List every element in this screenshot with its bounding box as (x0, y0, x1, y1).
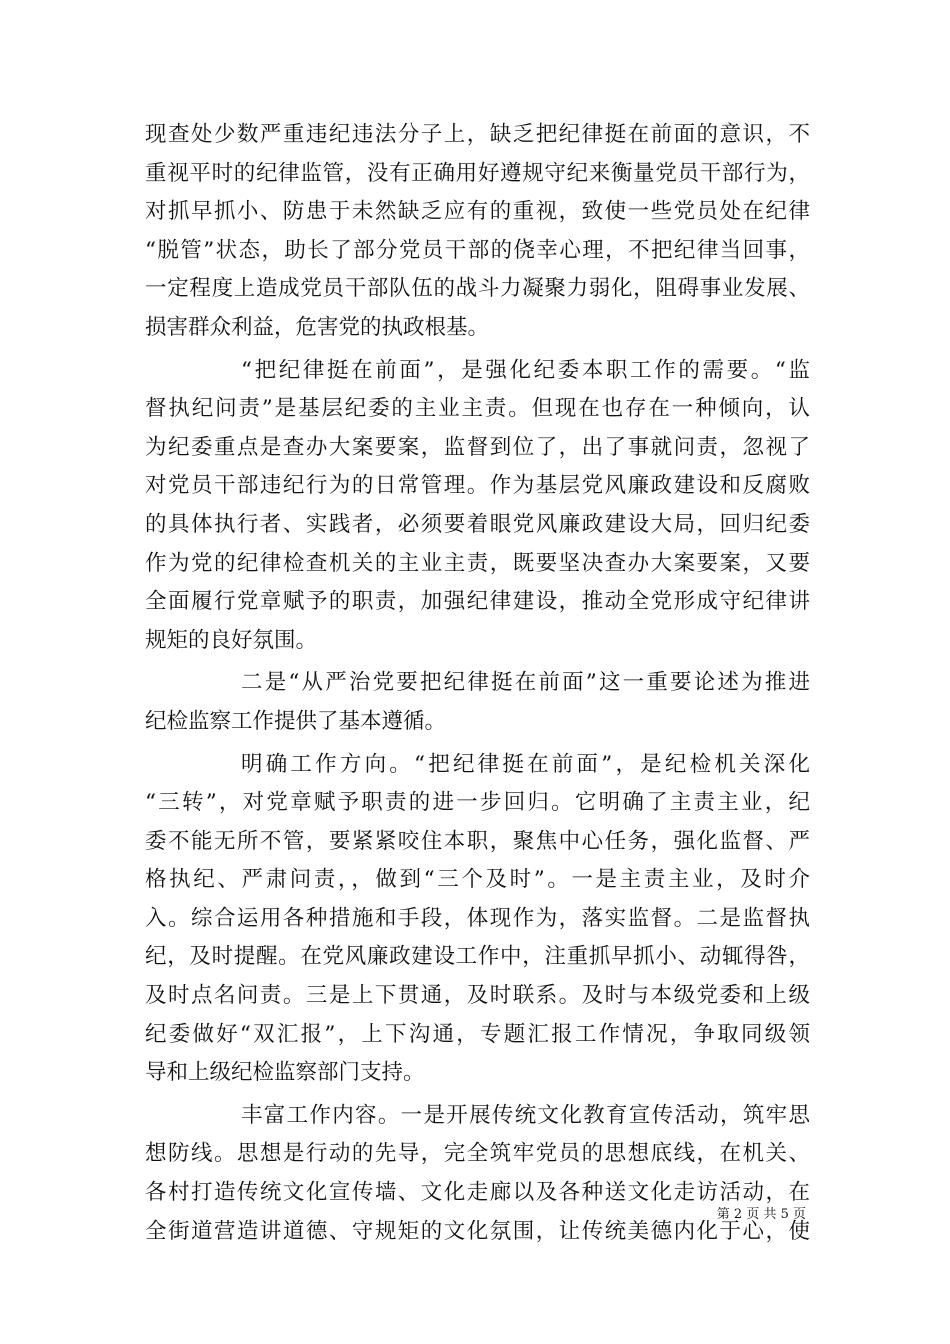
text-line: 二是“从严治党要把纪律挺在前面”这一重要论述为推进 (241, 670, 810, 696)
text-line: 纪，及时提醒。在党风廉政建设工作中，注重抓早抓小、动辄得咎， (145, 944, 810, 970)
text-line: 为纪委重点是查办大案要案，监督到位了，出了事就问责，忽视了 (145, 434, 810, 460)
text-line: 督执纪问责”是基层纪委的主业主责。但现在也存在一种倾向，认 (145, 396, 810, 422)
text-line: 现查处少数严重违纪违法分子上，缺乏把纪律挺在前面的意识，不 (145, 122, 810, 147)
text-line: 作为党的纪律检查机关的主业主责，既要坚决查办大案要案，又要 (145, 550, 810, 576)
paragraph (145, 1097, 810, 1251)
text-line: 损害群众利益，危害党的执政根基。 (145, 314, 490, 340)
text-line: 丰富工作内容。一是开展传统文化教育宣传活动，筑牢思 (241, 1102, 810, 1128)
paragraph (145, 664, 810, 741)
paragraph (145, 116, 810, 348)
text-line: 对抓早抓小、防患于未然缺乏应有的重视，致使一些党员处在纪律 (145, 199, 810, 225)
text-line: 导和上级纪检监察部门支持。 (145, 1060, 425, 1086)
text-line: 对党员干部违纪行为的日常管理。作为基层党风廉政建设和反腐败 (145, 473, 810, 499)
text-line: 及时点名问责。三是上下贯通，及时联系。及时与本级党委和上级 (145, 983, 810, 1009)
text-line: 规矩的良好氛围。 (145, 627, 318, 653)
text-line: “脱管”状态，助长了部分党员干部的侥幸心理，不把纪律当回事， (145, 237, 810, 263)
document-body (145, 116, 810, 1251)
text-line: 重视平时的纪律监管，没有正确用好遵规守纪来衡量党员干部行为， (145, 160, 810, 186)
text-line: “三转”，对党章赋予职责的进一步回归。它明确了主责主业，纪 (145, 790, 810, 816)
text-line: 想防线。思想是行动的先导，完全筑牢党员的思想底线，在机关、 (145, 1141, 810, 1167)
text-line: 全街道营造讲道德、守规矩的文化氛围，让传统美德内化于心，使 (145, 1218, 810, 1244)
text-line: 一定程度上造成党员干部队伍的战斗力凝聚力弱化，阻碍事业发展、 (145, 276, 810, 302)
text-line: 格执纪、严肃问责，，做到“三个及时”。一是主责主业，及时介 (145, 867, 810, 893)
page-footer: 第 2 页 共 5 页 (716, 1207, 806, 1222)
text-line: 入。综合运用各种措施和手段，体现作为，落实监督。二是监督执 (145, 905, 810, 931)
paragraph (145, 746, 810, 1093)
text-line: 纪委做好“双汇报”，上下沟通，专题汇报工作情况，争取同级领 (145, 1021, 810, 1047)
text-line: 纪检监察工作提供了基本遵循。 (145, 708, 447, 734)
paragraph (145, 352, 810, 661)
text-line: 全面履行党章赋予的职责，加强纪律建设，推动全党形成守纪律讲 (145, 589, 810, 615)
text-line: “把纪律挺在前面”，是强化纪委本职工作的需要。“监 (241, 357, 810, 383)
text-line: 明确工作方向。“把纪律挺在前面”，是纪检机关深化 (241, 751, 810, 777)
text-line: 各村打造传统文化宣传墙、文化走廊以及各种送文化走访活动，在 (145, 1180, 810, 1206)
text-line: 委不能无所不管，要紧紧咬住本职，聚焦中心任务，强化监督、严 (145, 828, 810, 854)
text-line: 的具体执行者、实践者，必须要着眼党风廉政建设大局，回归纪委 (145, 511, 810, 537)
